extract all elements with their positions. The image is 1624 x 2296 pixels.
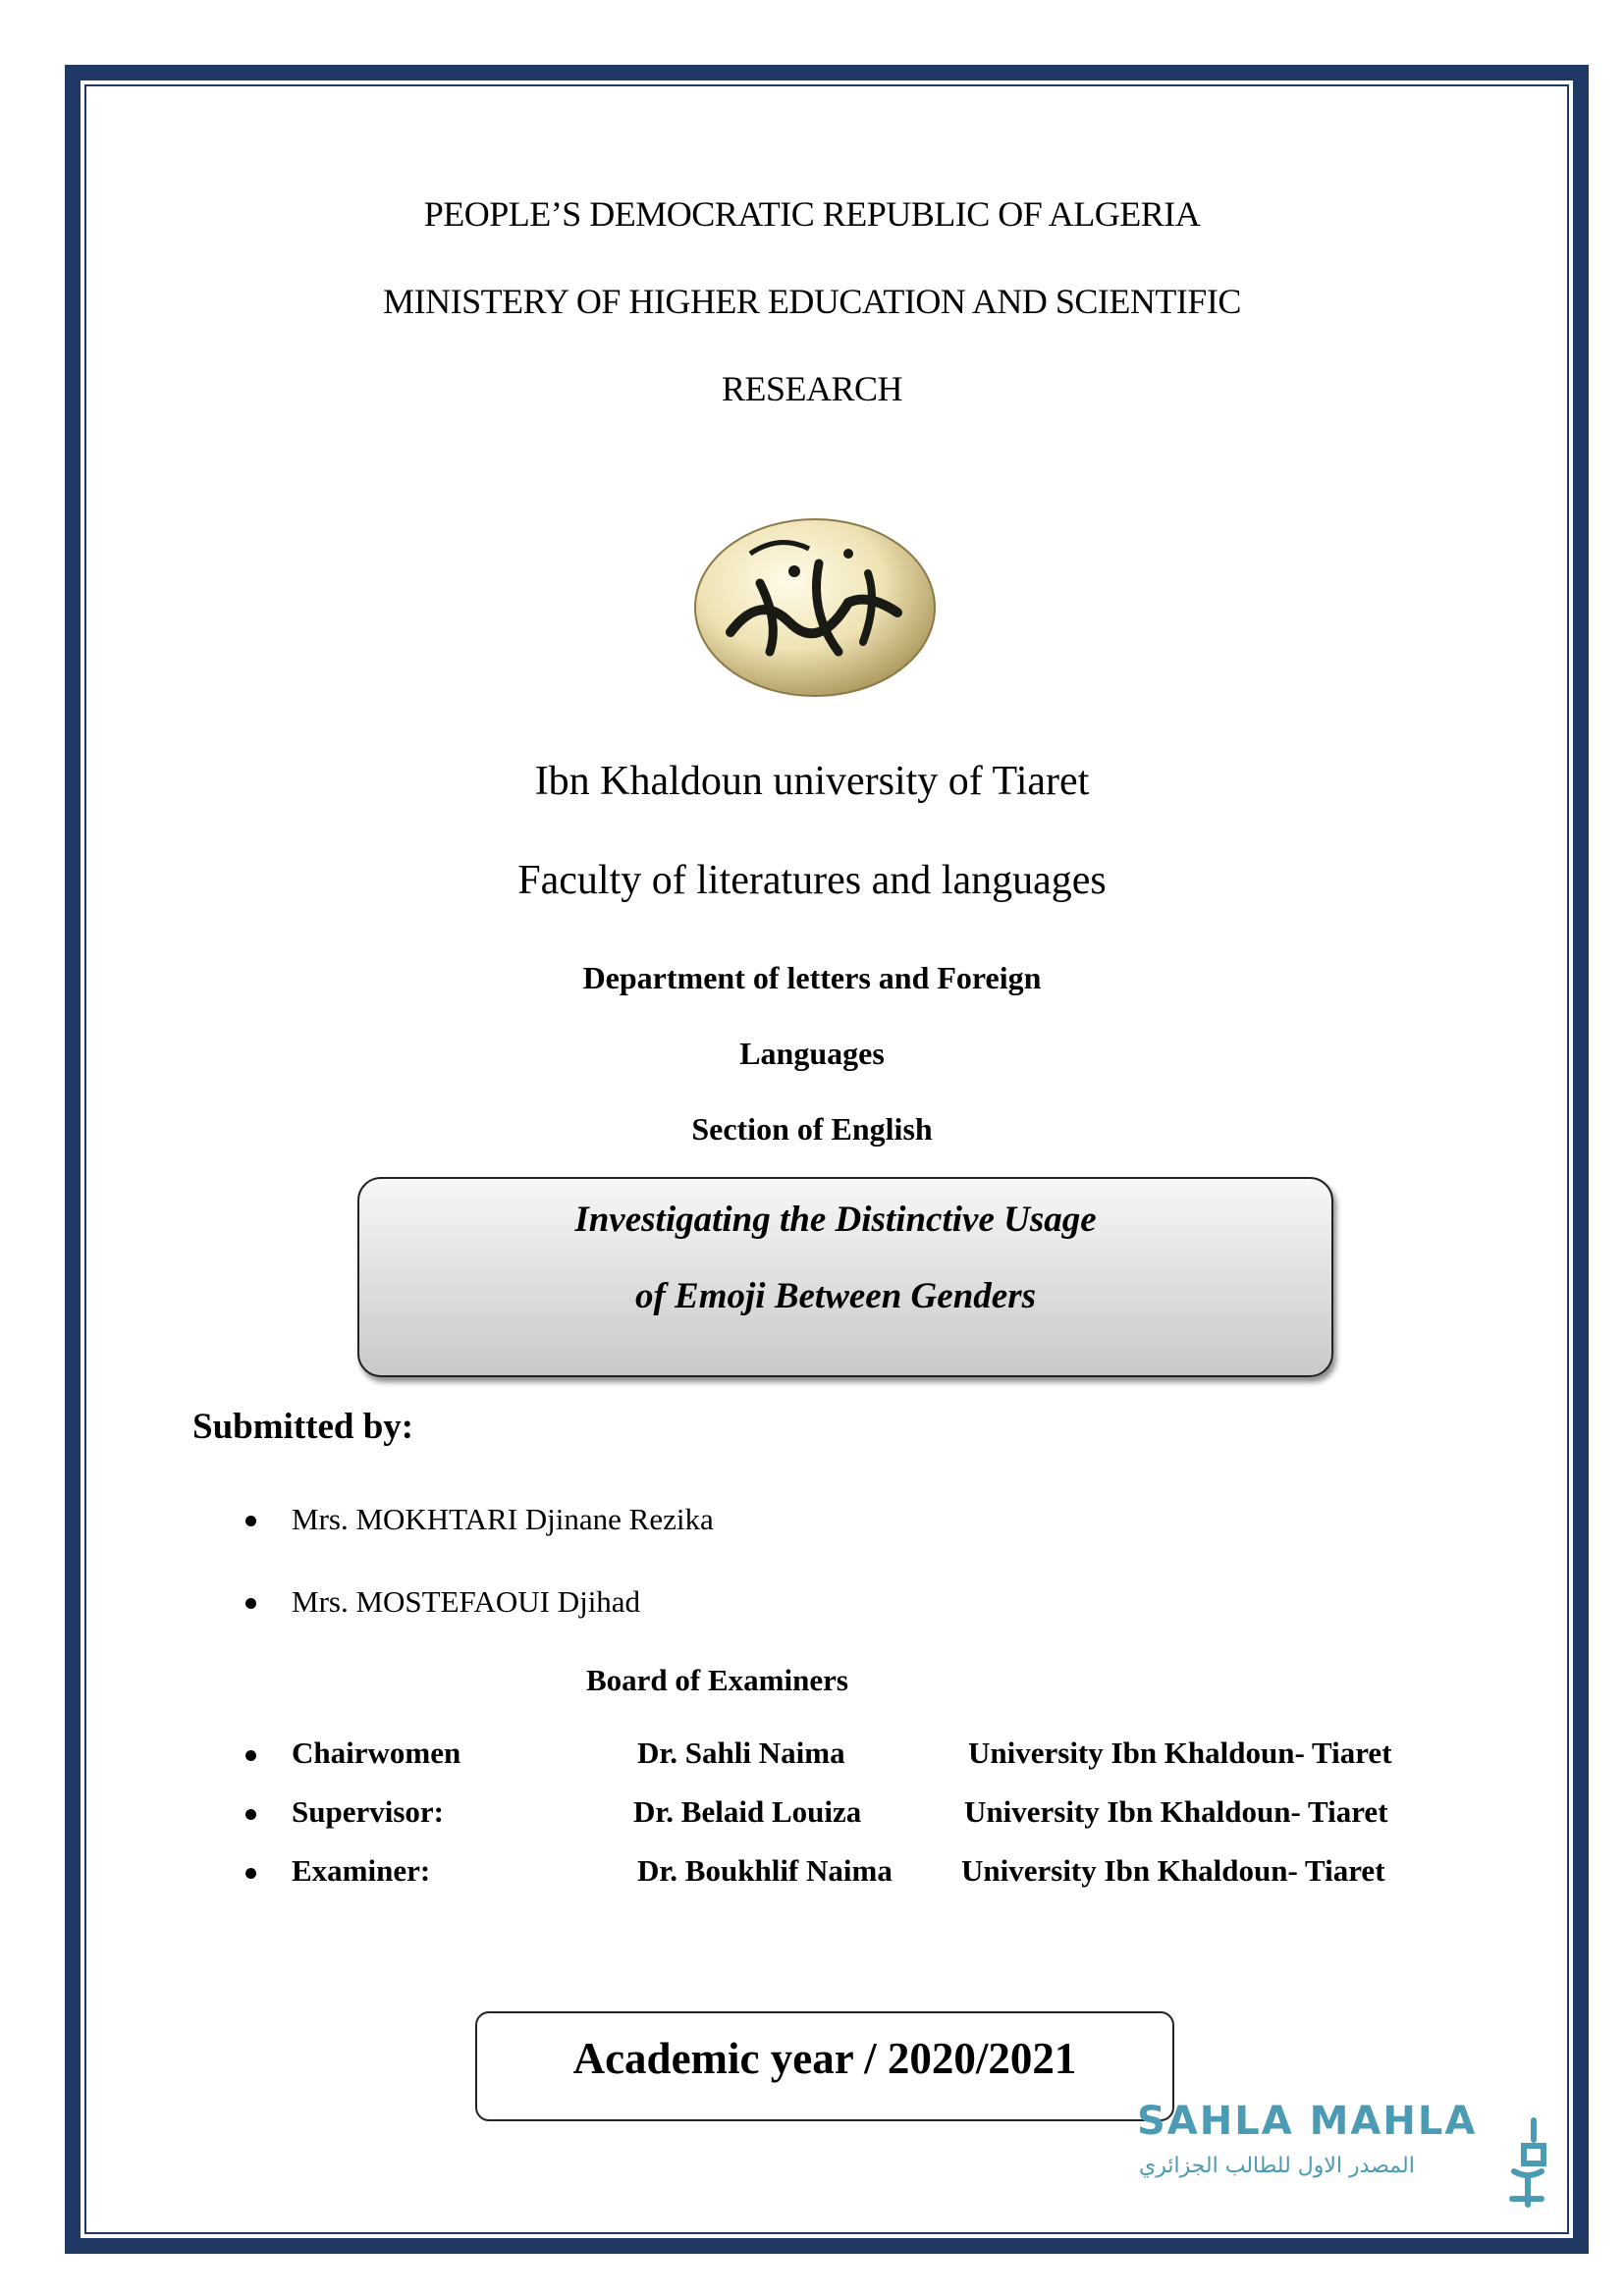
bullet-icon [245,1868,256,1879]
examiner-affiliation: University Ibn Khaldoun- Tiaret [964,1794,1388,1829]
thesis-title-line1: Investigating the Distinctive Usage [574,1200,1097,1240]
department-line1: Department of letters and Foreign [582,960,1042,995]
department-line2: Languages [739,1036,885,1071]
examiner-role: Examiner: [292,1853,431,1888]
examiner-role: Supervisor: [292,1794,444,1829]
header-country: PEOPLE’S DEMOCRATIC REPUBLIC OF ALGERIA [423,194,1201,234]
watermark-tagline: المصدر الاول للطالب الجزائري [1139,2154,1415,2178]
bullet-icon [245,1809,256,1820]
bullet-icon [245,1750,256,1761]
examiner-affiliation: University Ibn Khaldoun- Tiaret [968,1735,1392,1770]
watermark-brand: SAHLA MAHLA [1137,2099,1478,2144]
thesis-title-line2: of Emoji Between Genders [634,1276,1036,1316]
university-logo [691,514,939,701]
student-name: Mrs. MOKHTARI Djinane Rezika [292,1502,714,1536]
academic-year-box [475,2011,1174,2121]
submitted-by-label: Submitted by: [192,1407,414,1447]
student-name: Mrs. MOSTEFAOUI Djihad [292,1584,641,1619]
board-title: Board of Examiners [586,1663,848,1697]
header-ministry: MINISTERY OF HIGHER EDUCATION AND SCIENTIFIC [383,282,1241,321]
university-name: Ibn Khaldoun university of Tiaret [534,759,1090,804]
examiner-role: Chairwomen [292,1735,461,1770]
examiner-affiliation: University Ibn Khaldoun- Tiaret [961,1853,1385,1888]
thesis-title-box [357,1177,1333,1377]
watermark-logo-icon [1504,2116,1551,2211]
examiner-name: Dr. Belaid Louiza [633,1794,862,1829]
header-research: RESEARCH [721,369,903,408]
academic-year: Academic year / 2020/2021 [572,2034,1077,2083]
examiner-name: Dr. Sahli Naima [637,1735,845,1770]
section-name: Section of English [691,1111,933,1147]
faculty-name: Faculty of literatures and languages [517,858,1107,903]
bullet-icon [245,1516,256,1526]
bullet-icon [245,1598,256,1609]
examiner-name: Dr. Boukhlif Naima [637,1853,893,1888]
